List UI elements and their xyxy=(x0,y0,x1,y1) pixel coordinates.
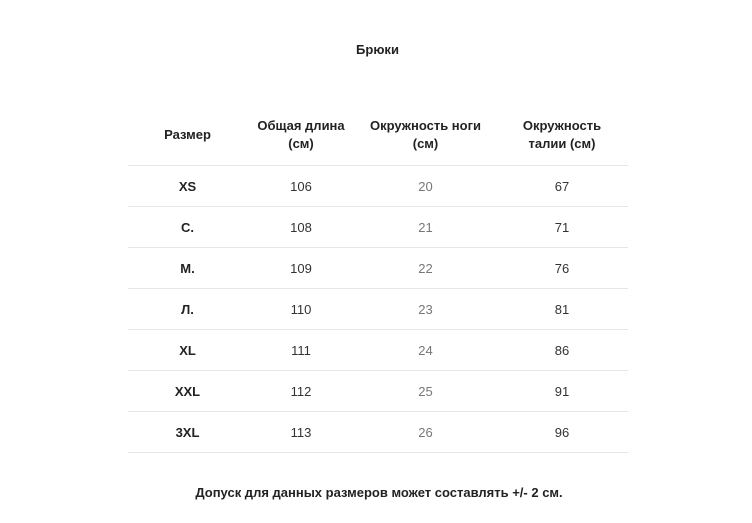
length-cell: 106 xyxy=(247,166,355,207)
length-cell: 111 xyxy=(247,330,355,371)
length-cell: 112 xyxy=(247,371,355,412)
table-row xyxy=(128,330,628,371)
size-cell: М. xyxy=(128,248,247,289)
length-cell: 109 xyxy=(247,248,355,289)
table-row xyxy=(128,371,628,412)
header-length-line1: Общая длина xyxy=(257,117,345,133)
table-row xyxy=(128,166,628,207)
waist-cell: 81 xyxy=(496,289,628,330)
waist-cell: 67 xyxy=(496,166,628,207)
table-header-row xyxy=(128,104,628,166)
leg-cell: 23 xyxy=(355,289,496,330)
size-cell: XXL xyxy=(128,371,247,412)
length-cell: 108 xyxy=(247,207,355,248)
header-length-line2: (см) xyxy=(288,135,314,151)
waist-cell: 86 xyxy=(496,330,628,371)
page-title: Брюки xyxy=(356,42,399,57)
header-size-label: Размер xyxy=(164,126,211,142)
waist-cell: 96 xyxy=(496,412,628,453)
header-waist-line2: талии (см) xyxy=(528,135,596,151)
tolerance-note: Допуск для данных размеров может составлять +/- 2 см. xyxy=(195,485,563,500)
size-cell: XL xyxy=(128,330,247,371)
size-cell: Л. xyxy=(128,289,247,330)
size-cell: 3XL xyxy=(128,412,247,453)
leg-cell: 26 xyxy=(355,412,496,453)
waist-cell: 76 xyxy=(496,248,628,289)
leg-cell: 21 xyxy=(355,207,496,248)
table-row xyxy=(128,207,628,248)
waist-cell: 91 xyxy=(496,371,628,412)
table-row xyxy=(128,289,628,330)
header-waist xyxy=(496,104,628,166)
header-length xyxy=(247,104,355,166)
length-cell: 113 xyxy=(247,412,355,453)
waist-cell: 71 xyxy=(496,207,628,248)
leg-cell: 25 xyxy=(355,371,496,412)
header-leg-line2: (см) xyxy=(412,135,439,151)
leg-cell: 20 xyxy=(355,166,496,207)
size-cell: XS xyxy=(128,166,247,207)
size-table xyxy=(128,104,628,453)
leg-cell: 24 xyxy=(355,330,496,371)
size-cell: С. xyxy=(128,207,247,248)
leg-cell: 22 xyxy=(355,248,496,289)
table-row xyxy=(128,248,628,289)
header-waist-line1: Окружность xyxy=(522,117,602,133)
length-cell: 110 xyxy=(247,289,355,330)
header-size xyxy=(128,104,247,166)
header-leg xyxy=(355,104,496,166)
header-leg-line1: Окружность ноги xyxy=(369,117,481,133)
table-row xyxy=(128,412,628,453)
